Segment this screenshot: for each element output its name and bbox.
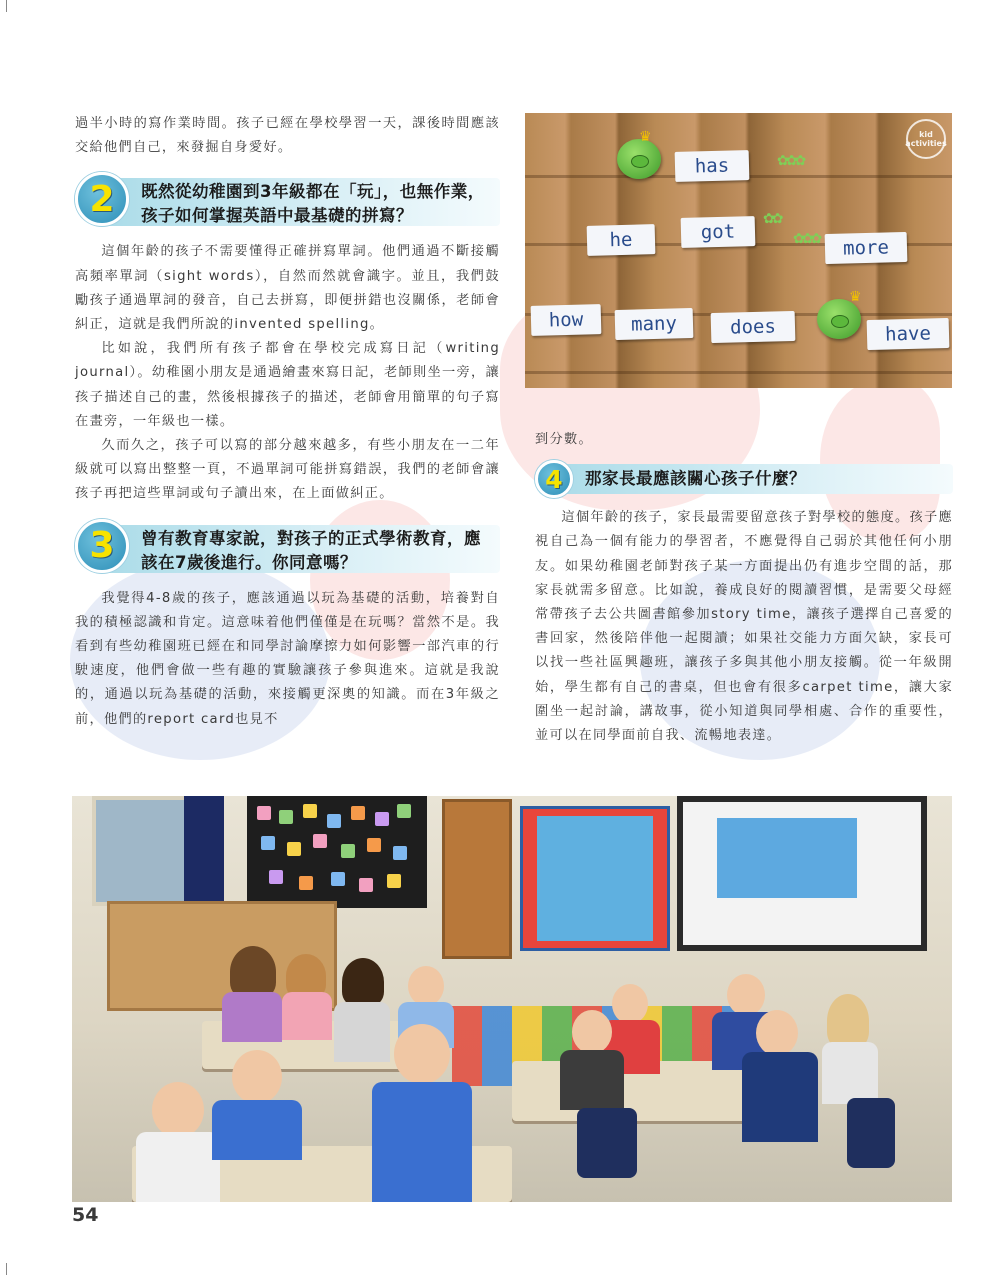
child [136, 1132, 220, 1202]
left-column [75, 112, 500, 732]
pig-toy-icon [617, 139, 661, 179]
question-number: 3 [89, 525, 115, 567]
paragraph: 久而久之，孩子可以寫的部分越來越多，有些小朋友在一二年級就可以寫出整整一頁，不過單詞可能拼寫錯誤，我們的老師會讓孩子再把這些單詞或句子讀出來，在上面做糾正。 [75, 438, 500, 502]
child [212, 1100, 302, 1160]
child [742, 1052, 818, 1142]
word-card: how [531, 304, 602, 336]
question-title: 曾有教育專家說，對孩子的正式學術教育，應該在7歲後進行。你同意嗎？ [141, 528, 481, 572]
right-column [535, 428, 953, 748]
child [232, 1050, 282, 1104]
child [334, 1002, 390, 1062]
child [572, 1010, 612, 1054]
bulletin-board [537, 816, 653, 941]
child [394, 1024, 450, 1084]
child [822, 1042, 878, 1104]
word-card: has [675, 150, 750, 182]
flower-pieces-icon: ✿✿ [763, 211, 781, 227]
question-number-badge [535, 460, 573, 498]
child [372, 1082, 472, 1202]
paragraph: 比如說，我們所有孩子都會在學校完成寫日記（writing journal）。幼稚園小朋友是通過繪畫來寫日記，老師則坐一旁，讓孩子描述自己的畫，然後根據孩子的描述，老師會用簡單的句子寫在畫旁，一年級也一樣。 [75, 341, 500, 429]
child [230, 946, 276, 998]
table-plank-line [525, 371, 952, 374]
video-frame [717, 818, 857, 898]
site-logo-stamp: kid activities [906, 119, 946, 159]
word-card: more [825, 232, 908, 264]
child [222, 992, 282, 1042]
child [152, 1082, 204, 1138]
word-card: many [615, 308, 694, 340]
word-card: have [867, 318, 950, 350]
page-number: 54 [72, 1204, 99, 1226]
paragraph: 這個年齡的孩子，家長最需要留意孩子對學校的態度。孩子應視自己為一個有能力的學習者，不應覺得自己弱於其他任何小朋友。如果幼稚園老師對孩子某一方面提出仍有進步空間的話，那家長就需多留意。比如說，養成良好的閱讀習慣，是需要父母經常帶孩子去公共圖書館參加story time，讓孩子選擇自己喜愛的書回家，然後陪伴他一起閱讀；如果社交能力方面欠缺，家長可以找一些社區興趣班，讓孩子多與其他小朋友接觸。從一年級開始，學生都有自己的書桌，但也會有很多carpet time，讓大家圍坐一起討論，講故事，從小知道與同學相處、合作的重要性，並可以在同學面前自我、流暢地表達。 [535, 510, 953, 744]
child [282, 992, 332, 1040]
question-number-badge [75, 519, 129, 573]
crop-mark [6, 0, 7, 12]
child [342, 958, 384, 1006]
intro-paragraph: 過半小時的寫作業時間。孩子已經在學校學習一天，課後時間應該交給他們自己，來發掘自身愛好。 [75, 116, 500, 156]
crown-icon: ♛ [849, 289, 862, 305]
classroom-photo [72, 796, 952, 1202]
question-number: 2 [89, 178, 115, 220]
flower-pieces-icon: ✿✿✿ [793, 231, 820, 247]
word-card: does [711, 311, 796, 343]
paragraph: 我覺得4-8歲的孩子，應該通過以玩為基礎的活動，培養對自我的積極認識和肯定。這意味着他們僅僅是在玩嗎？當然不是。我看到有些幼稚園班已經在和同學討論摩擦力如何影響一部汽車的行駛速度，他們會做一些有趣的實驗讓孩子參與進來。這就是我說的，通過以玩為基礎的活動，來接觸更深奧的知識。而在3年級之前，他們的report card也見不 [75, 590, 500, 727]
child [560, 1050, 624, 1110]
crop-mark [6, 1263, 7, 1275]
word-card: he [587, 224, 656, 256]
question-2-heading [75, 172, 500, 232]
child [408, 966, 444, 1006]
flower-pieces-icon: ✿✿✿ [777, 153, 804, 169]
child [727, 974, 765, 1016]
chair [847, 1098, 895, 1168]
word-cards-photo [525, 113, 952, 388]
child [827, 994, 869, 1048]
paragraph: 這個年齡的孩子不需要懂得正確拼寫單詞。他們通過不斷接觸高頻率單詞（sight words），自然而然就會識字。並且，我們鼓勵孩子通過單詞的發音，自己去拼寫，即便拼錯也沒關係，老師會糾正，這就是我們所說的invented spelling。 [75, 244, 500, 333]
pig-toy-icon [817, 299, 861, 339]
child [612, 984, 648, 1024]
question-title: 那家長最應該關心孩子什麼？ [585, 469, 806, 489]
continuation-text: 到分數。 [535, 432, 593, 447]
question-4-heading [535, 458, 953, 498]
question-number: 4 [545, 464, 563, 494]
door [442, 799, 512, 959]
word-card: got [681, 216, 756, 248]
child [756, 1010, 798, 1056]
bulletin-board [247, 796, 427, 908]
crown-icon: ♛ [639, 129, 652, 145]
question-title: 既然從幼稚園到3年級都在「玩」，也無作業，孩子如何掌握英語中最基礎的拼寫？ [141, 182, 485, 226]
question-3-heading [75, 519, 500, 579]
chair [577, 1108, 637, 1178]
